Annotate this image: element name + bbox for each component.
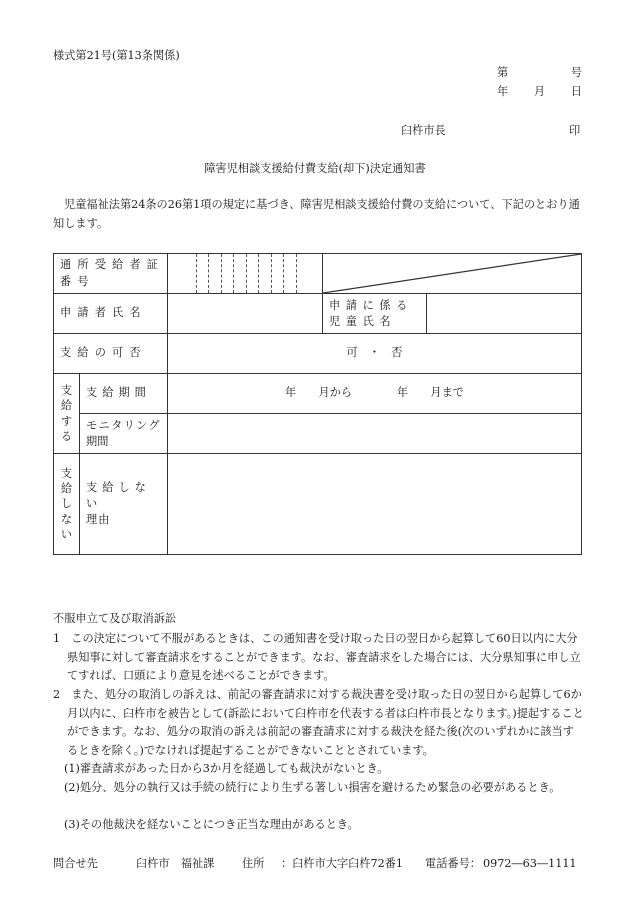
recipient-number-label: 通所受給者証番号: [54, 254, 168, 294]
grant-char-3: す: [60, 414, 73, 428]
phone-label: 電話番号：: [425, 857, 481, 870]
applicant-name-label: 申請者氏名: [54, 294, 168, 334]
no-grant-reason-label: [80, 454, 168, 555]
grant-group-label: [54, 374, 80, 454]
child-name-label: [323, 294, 427, 334]
grant-period-value[interactable]: 年 月から 年 月まで: [168, 374, 582, 414]
date-line: [497, 84, 582, 100]
intro-paragraph: 児童福祉法第24条の26第1項の規定に基づき、障害児相談支援給付費の支給について、下記のとおり通知します。: [53, 198, 580, 230]
seal-mark: 印: [569, 124, 581, 137]
child-name-field[interactable]: [427, 294, 582, 334]
child-label-line2: 児童氏名: [329, 314, 397, 328]
appeal-sub-2: (2)処分、処分の執行又は手続の続行により生ずる著しい損害を避けるため緊急の必要があるとき。: [64, 781, 561, 794]
no-grant-char-3: し: [60, 497, 73, 511]
reason-label-line1: 支給しない: [86, 480, 151, 510]
address-value: ：臼杵市大字臼杵72番1: [281, 857, 404, 870]
monitoring-label-line1: モニタリング: [86, 418, 161, 432]
no-grant-char-1: 支: [60, 467, 73, 481]
no-grant-group-label: [54, 454, 80, 555]
reason-label-line2: 理由: [86, 513, 111, 527]
approval-value[interactable]: 可 ・ 否: [168, 334, 582, 374]
monitoring-period-field[interactable]: [168, 414, 582, 454]
child-label-line1: 申請に係る: [329, 298, 413, 312]
appeal-sub-3: (3)その他裁決を経ないことにつき正当な理由があるとき。: [64, 818, 359, 831]
form-number: 様式第21号(第13条関係): [53, 49, 180, 62]
contact-office: 臼杵市 福祉課: [136, 857, 215, 870]
appeal-sub-1: (1)審査請求があった日から3か月を経過しても裁決がないとき。: [64, 762, 389, 775]
monitoring-period-label: [80, 414, 168, 454]
applicant-name-field[interactable]: [168, 294, 323, 334]
grant-char-4: る: [60, 429, 73, 443]
grant-period-label: 支給期間: [80, 374, 168, 414]
approval-label: 支給の可否: [54, 334, 168, 374]
no-grant-char-4: な: [60, 512, 73, 526]
monitoring-label-line2: 期間: [86, 434, 109, 448]
recipient-number-field[interactable]: [168, 254, 323, 294]
appeal-heading: 不服申立て及び取消訴訟: [53, 612, 177, 625]
appeal-item-2: 2 また、処分の取消しの訴えは、前記の審査請求に対する裁決書を受け取った日の翌日から起算して6か月以内に、臼杵市を被告として(訴訟において臼杵市を代表する者は臼杵市長となります。)提起することができます。なお、処分の取消の訴えは前記の審査請求に対する裁決を経た後(次のいずれかに該当するときを除く。)でなければ提起することができないこととされています。: [53, 688, 584, 757]
grant-char-1: 支: [60, 384, 73, 398]
contact-label: 問合せ先: [53, 857, 98, 870]
no-grant-reason-field[interactable]: [168, 454, 582, 555]
grant-char-2: 給: [60, 399, 73, 413]
no-grant-char-5: い: [60, 527, 73, 541]
number-prefix: 第: [497, 66, 509, 79]
no-grant-char-2: 給: [60, 482, 73, 496]
document-number-line: [497, 65, 582, 81]
document-title: 障害児相談支援給付費支給(却下)決定通知書: [204, 162, 426, 175]
phone-number[interactable]: 0972―63―1111: [483, 857, 577, 870]
issuer: 臼杵市長: [401, 124, 446, 137]
decision-form-table: [53, 253, 582, 555]
number-suffix: 号: [570, 66, 582, 79]
date-month: 月: [533, 85, 546, 98]
address-label: 住所: [242, 857, 265, 870]
date-day: 日: [570, 85, 582, 98]
appeal-item-1: 1 この決定について不服があるときは、この通知書を受け取った日の翌日から起算して60日以内に大分県知事に対して審査請求をすることができます。なお、審査請求をした場合には、大分県知事に申し立てすれば、口頭により意見を述べることができます。: [53, 632, 581, 682]
date-year: 年: [497, 85, 509, 98]
recipient-number-unused-cell: [323, 254, 582, 294]
